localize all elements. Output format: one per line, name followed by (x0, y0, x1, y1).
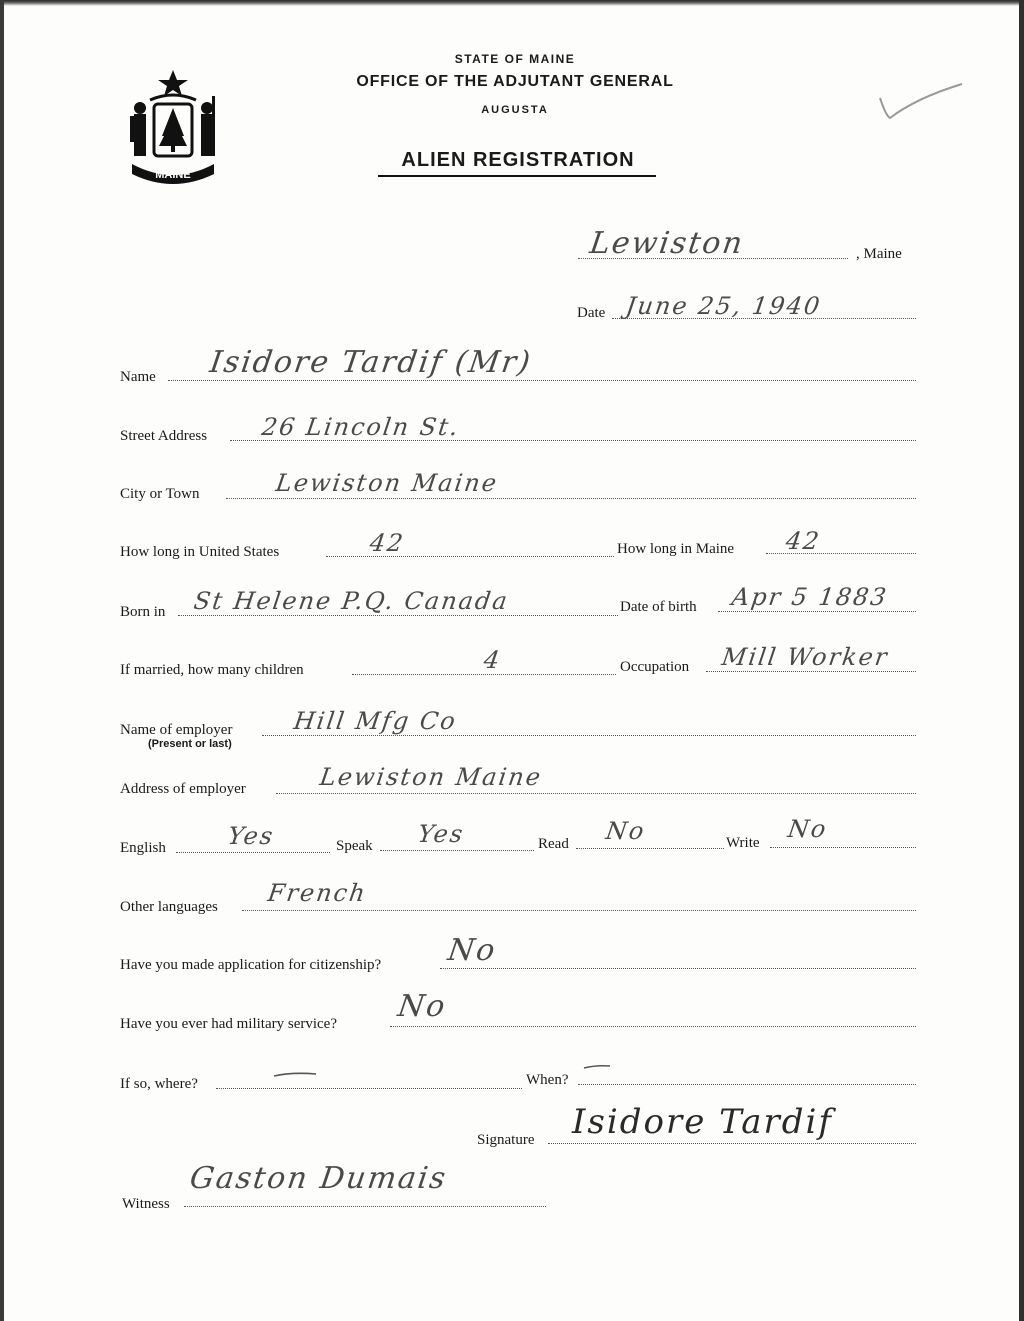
read-value: No (604, 817, 648, 845)
speak-line (380, 850, 534, 851)
military-line (390, 1026, 916, 1027)
citizenship-line (440, 968, 916, 969)
employer-sublabel: (Present or last) (148, 738, 232, 750)
street-label: Street Address (120, 428, 208, 444)
where-label: If so, where? (120, 1076, 198, 1092)
years-maine-label: How long in Maine (617, 541, 735, 557)
other-languages-line (242, 910, 916, 911)
military-label: Have you ever had military service? (120, 1016, 337, 1032)
dob-value: Apr 5 1883 (730, 583, 890, 611)
date-value: June 25, 1940 (624, 292, 824, 320)
write-value: No (786, 815, 830, 843)
city-value: Lewiston Maine (274, 469, 501, 497)
children-value: 4 (482, 646, 504, 674)
form-title: ALIEN REGISTRATION (401, 149, 635, 171)
write-line (770, 847, 916, 848)
speak-label: Speak (336, 838, 373, 854)
born-value: St Helene P.Q. Canada (192, 587, 511, 615)
english-value: Yes (226, 822, 277, 850)
occupation-label: Occupation (620, 659, 690, 675)
check-mark-icon (876, 78, 966, 128)
name-label: Name (120, 369, 156, 385)
state-seal-icon (120, 66, 226, 190)
scan-border-left (0, 0, 4, 1321)
street-value: 26 Lincoln St. (260, 413, 462, 441)
dob-label: Date of birth (620, 599, 697, 615)
witness-value: Gaston Dumais (187, 1161, 450, 1196)
location-label: , Maine (856, 246, 902, 262)
name-value: Isidore Tardif (Mr) (207, 345, 535, 380)
city-label: City or Town (120, 486, 200, 502)
scan-border-right (1019, 0, 1024, 1321)
header-state: STATE OF MAINE (454, 52, 576, 66)
seal-text: MAINE (155, 169, 191, 181)
when-line (578, 1084, 916, 1085)
date-label: Date (577, 305, 606, 321)
when-label: When? (526, 1072, 569, 1088)
years-us-value: 42 (368, 529, 407, 557)
english-line (176, 852, 330, 853)
signature-label: Signature (477, 1132, 535, 1148)
read-label: Read (538, 836, 569, 852)
header-office: OFFICE OF THE ADJUTANT GENERAL (356, 73, 674, 90)
write-label: Write (726, 835, 760, 851)
location-value: Lewiston (587, 226, 747, 261)
scan-border-top (0, 0, 1024, 6)
city-line (226, 498, 916, 499)
years-maine-value: 42 (784, 527, 823, 555)
employer-line (262, 735, 916, 736)
employer-address-value: Lewiston Maine (318, 763, 545, 791)
citizenship-label: Have you made application for citizenship? (120, 957, 382, 973)
where-dash-mark (272, 1068, 318, 1080)
employer-address-line (276, 793, 916, 794)
citizenship-value: No (445, 933, 499, 968)
title-underline (378, 175, 656, 177)
witness-line (184, 1206, 546, 1207)
employer-address-label: Address of employer (120, 781, 246, 797)
employer-label: Name of employer (120, 722, 233, 738)
children-label: If married, how many children (120, 662, 304, 678)
other-languages-value: French (266, 879, 369, 907)
years-us-label: How long in United States (120, 544, 280, 560)
children-line (352, 674, 616, 675)
signature-line (548, 1143, 916, 1144)
name-line (168, 380, 916, 381)
born-line (178, 615, 618, 616)
read-line (576, 848, 724, 849)
when-dash-mark (582, 1062, 612, 1072)
occupation-line (706, 671, 916, 672)
witness-label: Witness (122, 1196, 170, 1212)
signature-value: Isidore Tardif (572, 1102, 833, 1142)
born-label: Born in (120, 604, 166, 620)
dob-line (718, 611, 916, 612)
header-city: AUGUSTA (481, 104, 549, 116)
military-value: No (395, 989, 449, 1024)
employer-value: Hill Mfg Co (292, 707, 459, 735)
other-languages-label: Other languages (120, 899, 218, 915)
speak-value: Yes (416, 820, 467, 848)
occupation-value: Mill Worker (720, 643, 891, 671)
where-line (216, 1088, 522, 1089)
english-label: English (120, 840, 166, 856)
